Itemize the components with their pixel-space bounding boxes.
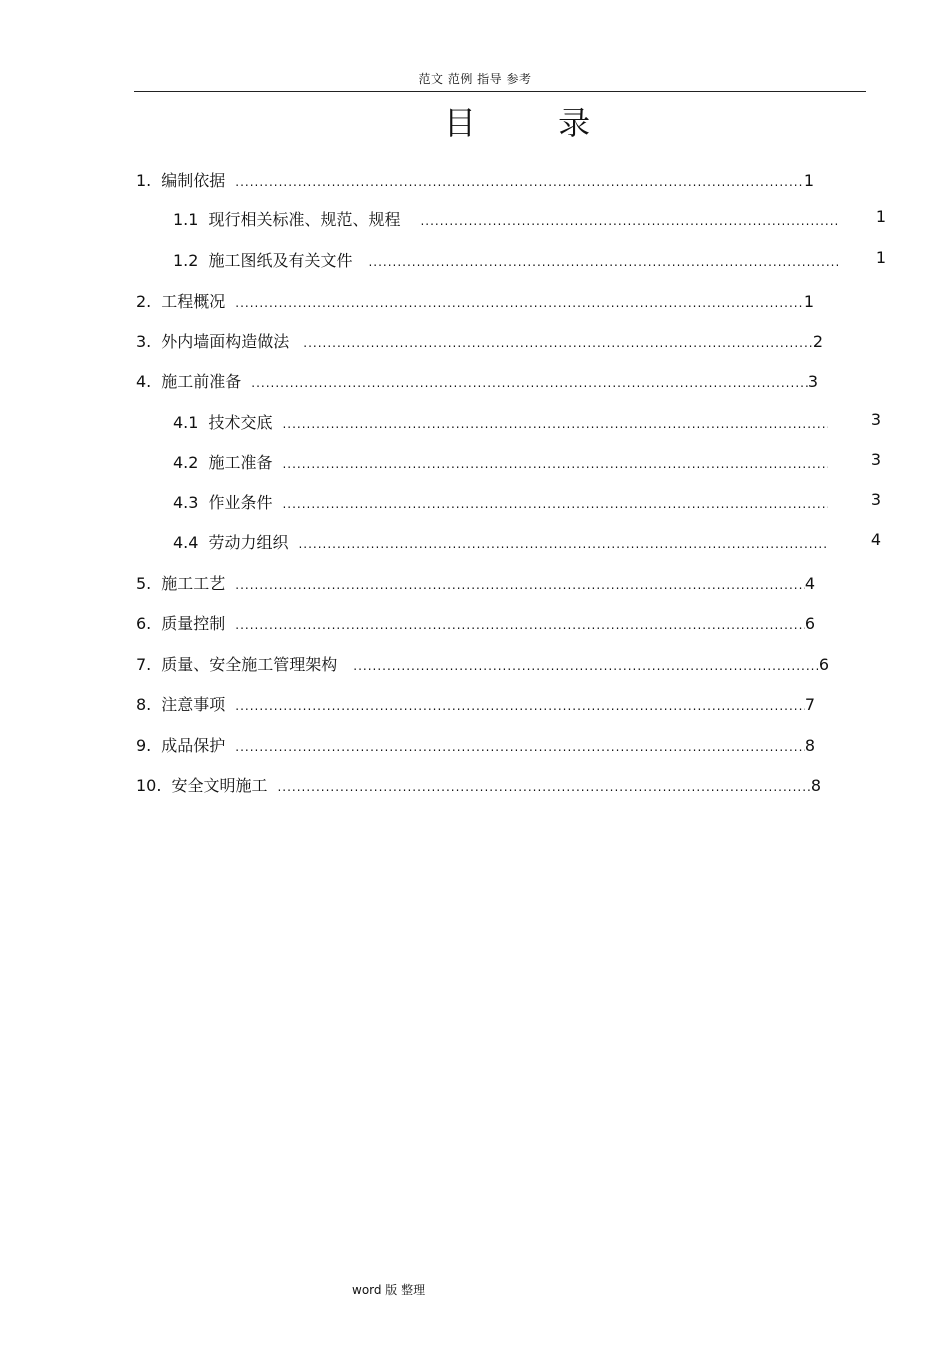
entry-title: 质量控制 xyxy=(161,614,226,633)
entry-title: 外内墙面构造做法 xyxy=(161,332,290,351)
entry-title: 劳动力组织 xyxy=(208,533,289,552)
entry-page: 3 xyxy=(807,372,818,391)
entry-title: 施工工艺 xyxy=(161,574,226,593)
entry-number: 8. xyxy=(136,695,152,714)
entry-number: 1. xyxy=(136,171,152,190)
entry-number: 6. xyxy=(136,614,152,633)
leader-dots xyxy=(235,296,804,310)
entry-number: 4.2 xyxy=(173,453,199,472)
leader-dots xyxy=(235,618,805,632)
entry-title: 作业条件 xyxy=(208,493,273,512)
entry-page: 6 xyxy=(804,614,815,633)
entry-number: 1.2 xyxy=(173,251,199,270)
toc-entry[interactable] xyxy=(136,571,815,593)
entry-page: 2 xyxy=(812,332,823,351)
entry-number: 4.4 xyxy=(173,533,199,552)
leader-dots xyxy=(282,417,828,431)
toc-title: 目 录 xyxy=(443,104,627,142)
entry-page: 4 xyxy=(870,530,881,549)
page-footer: word 版 整理 xyxy=(352,1283,426,1297)
entry-number: 7. xyxy=(136,655,152,674)
toc-entry[interactable] xyxy=(173,410,881,432)
leader-dots xyxy=(235,699,805,713)
leader-dots xyxy=(368,255,838,269)
entry-number: 5. xyxy=(136,574,152,593)
entry-page: 8 xyxy=(804,736,815,755)
toc-entry[interactable] xyxy=(136,329,823,351)
entry-title: 施工前准备 xyxy=(161,372,242,391)
entry-number: 9. xyxy=(136,736,152,755)
leader-dots xyxy=(303,336,813,350)
leader-dots xyxy=(235,175,804,189)
toc-entry[interactable] xyxy=(136,692,815,714)
entry-title: 现行相关标准、规范、规程 xyxy=(208,210,401,229)
toc-entry[interactable] xyxy=(136,168,814,190)
entry-page: 1 xyxy=(875,248,886,267)
toc-entry[interactable] xyxy=(173,248,886,270)
entry-page: 3 xyxy=(870,450,881,469)
page-header: 范文 范例 指导 参考 xyxy=(418,72,532,86)
entry-title: 质量、安全施工管理架构 xyxy=(161,655,338,674)
toc-entry[interactable] xyxy=(136,773,821,795)
entry-title: 工程概况 xyxy=(161,292,226,311)
leader-dots xyxy=(353,659,819,673)
leader-dots xyxy=(282,457,828,471)
entry-title: 技术交底 xyxy=(208,413,273,432)
toc-entry[interactable] xyxy=(136,733,815,755)
entry-title: 施工准备 xyxy=(208,453,273,472)
entry-number: 3. xyxy=(136,332,152,351)
toc-entry[interactable] xyxy=(173,450,881,472)
entry-number: 1.1 xyxy=(173,210,199,229)
entry-number: 4.1 xyxy=(173,413,199,432)
toc-entry[interactable] xyxy=(136,289,814,311)
toc-entry[interactable] xyxy=(173,207,886,229)
entry-page: 1 xyxy=(803,171,814,190)
entry-number: 10. xyxy=(136,776,162,795)
leader-dots xyxy=(277,780,810,794)
entry-number: 4. xyxy=(136,372,152,391)
entry-page: 1 xyxy=(875,207,886,226)
entry-title: 施工图纸及有关文件 xyxy=(208,251,353,270)
entry-page: 6 xyxy=(818,655,829,674)
leader-dots xyxy=(235,740,805,754)
entry-page: 4 xyxy=(804,574,815,593)
leader-dots xyxy=(251,376,808,390)
entry-page: 8 xyxy=(810,776,821,795)
toc-entry[interactable] xyxy=(136,611,815,633)
entry-number: 4.3 xyxy=(173,493,199,512)
entry-number: 2. xyxy=(136,292,152,311)
toc-entry[interactable] xyxy=(136,369,818,391)
toc-entry[interactable] xyxy=(173,490,881,512)
entry-title: 安全文明施工 xyxy=(171,776,268,795)
leader-dots xyxy=(298,537,827,551)
leader-dots xyxy=(282,497,828,511)
leader-dots xyxy=(420,214,838,228)
entry-page: 3 xyxy=(870,410,881,429)
entry-title: 编制依据 xyxy=(161,171,226,190)
entry-page: 3 xyxy=(870,490,881,509)
entry-title: 注意事项 xyxy=(161,695,226,714)
toc-entry[interactable] xyxy=(136,652,829,674)
entry-title: 成品保护 xyxy=(161,736,226,755)
entry-page: 7 xyxy=(804,695,815,714)
leader-dots xyxy=(235,578,805,592)
toc-entry[interactable] xyxy=(173,530,881,552)
entry-page: 1 xyxy=(803,292,814,311)
